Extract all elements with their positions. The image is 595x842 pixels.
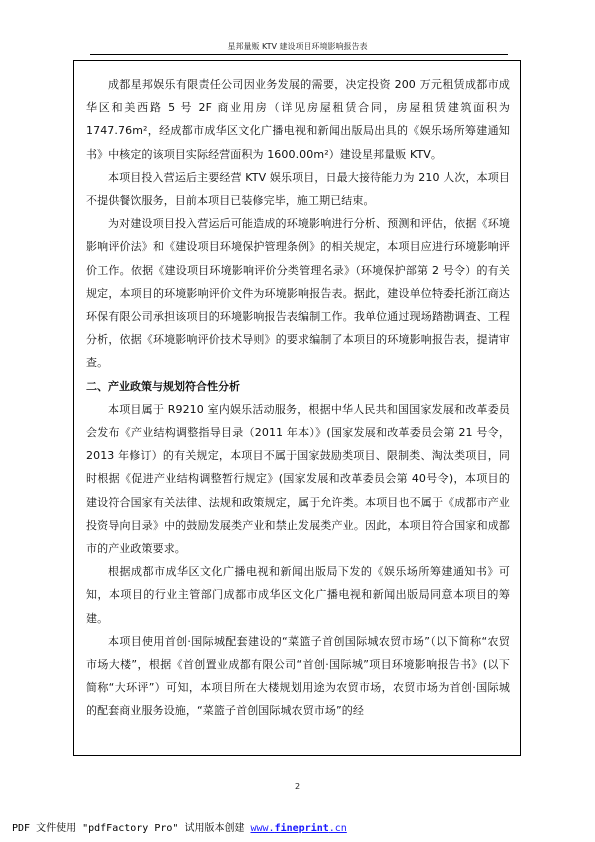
content-body [86,73,510,723]
footer-link-post: .cn [328,823,347,834]
header-rule [90,54,508,55]
footer-link[interactable] [250,823,346,834]
paragraph-building-usage: 本项目使用首创·国际城配套建设的“菜篮子首创国际城农贸市场”（以下简称“农贸市场大楼”，根据《首创置业成都有限公司“首创·国际城”项目环境影响报告书》(以下简称“大环评”）可知，本项目所在大楼规划用途为农贸市场，农贸市场为首创·国际城的配套商业服务设施，“菜篮子首创国际城农贸市场”的经 [86,634,510,718]
paragraph-industrial-policy: 本项目属于 R9210 室内娱乐活动服务，根据中华人民共和国国家发展和改革委员会发布《产业结构调整指导目录（2011 年本）》(国家发展和改革委员会第 21 号令，2013 年修订）的有关规定，本项目不属于国家鼓励类项目、限制类、淘汰类项目，同时根据《促进产业结构调整暂行规定》(国家发展和改革委员会第 40号令)，本项目的建设符合国家有关法律、法规和政策规定，属于允许类。本项目也不属于《成都市产业投资导向目录》中的鼓励发展类产业和禁止发展类产业。因此，本项目符合国家和成都市的产业政策要求。 [86,402,510,556]
section-heading-policy: 二、产业政策与规划符合性分析 [86,379,240,393]
footer-link-bold: fineprint [274,823,329,834]
paragraph-operation: 本项目投入营运后主要经营 KTV 娱乐项目，日最大接待能力为 210 人次，本项目不提供餐饮服务，目前本项目已装修完毕，施工期已结束。 [86,170,510,208]
footer-link-pre: www. [250,823,275,834]
content-frame [73,60,521,756]
paragraph-project-overview: 成都星邦娱乐有限责任公司因业务发展的需要，决定投资 200 万元租赁成都市成华区和美西路 5 号 2F 商业用房（详见房屋租赁合同，房屋租赁建筑面积为1747.76m²，经成都市成华区文化广播电视和新闻出版局出具的《娱乐场所筹建通知书》中核定的该项目实际经营面积为 1600.00m²）建设星邦量贩 KTV。 [86,78,510,161]
paragraph-eia-basis: 为对建设项目投入营运后可能造成的环境影响进行分析、预测和评估，依据《环境影响评价法》和《建设项目环境保护管理条例》的相关规定，本项目应进行环境影响评价工作。依据《建设项目环境影响评价分类管理名录》（环境保护部第 2 号令）的有关规定，本项目的环境影响评价文件为环境影响报告表。据此，建设单位特委托浙江商达环保有限公司承担该项目的环境影响报告表编制工作。我单位通过现场踏勘调查、工程分析，依据《环境影响评价技术导则》的要求编制了本项目的环境影响报告表，提请审查。 [86,217,510,370]
paragraph-approval-notice: 根据成都市成华区文化广播电视和新闻出版局下发的《娱乐场所筹建通知书》可知，本项目的行业主管部门成都市成华区文化广播电视和新闻出版局同意本项目的筹建。 [86,565,510,625]
page-number: 2 [294,782,301,791]
footer-text: PDF 文件使用 "pdfFactory Pro" 试用版本创建 [12,823,251,834]
page-header-title: 星邦量贩 KTV 建设项目环境影响报告表 [227,42,368,51]
pdf-footer [12,819,347,834]
